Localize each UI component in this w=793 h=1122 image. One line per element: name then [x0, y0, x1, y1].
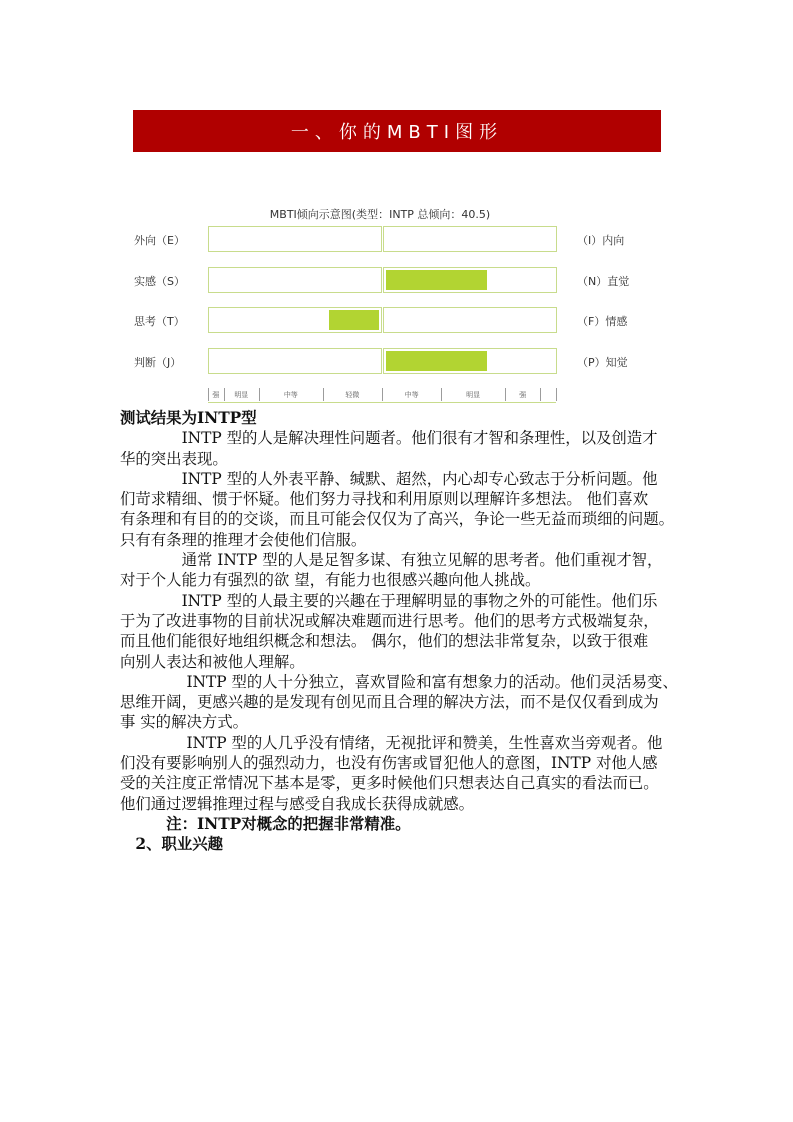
preference-bar [386, 270, 487, 290]
banner-title: 一、你的MBTI图形 [290, 122, 504, 143]
text-line: 受的关注度正常情况下基本是零，更多时候他们只想表达自己真实的看法而已。 [120, 774, 659, 793]
left-label: 思考（T） [134, 315, 185, 328]
scale-tick [382, 388, 383, 401]
scale-tick [505, 388, 506, 401]
left-label: 外向（E） [134, 234, 185, 247]
text-line: 只有有条理的推理才会使他们信服。 [120, 530, 367, 549]
text-line: INTP 型的人是解决理性问题者。他们很有才智和条理性，以及创造才 [120, 429, 658, 448]
text-line: 们没有要影响别人的强烈动力，也没有伤害或冒犯他人的意图，INTP 对他人感 [120, 754, 658, 773]
scale-tick [556, 388, 557, 401]
result-heading: 测试结果为INTP型 [120, 409, 257, 427]
scale-label: 强 [519, 391, 527, 399]
text-line: 华的突出表现。 [120, 449, 228, 468]
right-track [383, 226, 557, 252]
right-label: （F）情感 [577, 315, 628, 328]
chart-row [110, 267, 650, 293]
paragraph [120, 672, 680, 733]
text-line: 他们通过逻辑推理过程与感受自我成长获得成就感。 [120, 794, 474, 813]
scale-label: 明显 [466, 391, 481, 399]
preference-bar [329, 310, 379, 330]
scale-label: 中等 [404, 391, 419, 399]
right-track [383, 348, 557, 374]
chart-title: MBTI倾向示意图(类型：INTP 总倾向：40.5) [269, 208, 491, 221]
left-track [208, 348, 382, 374]
text-line: 思维开阔，更感兴趣的是发现有创见而且合理的解决方法，而不是仅仅看到成为 [120, 693, 659, 712]
note: 注：INTP对概念的把握非常精准。 [120, 814, 411, 833]
paragraph [120, 469, 680, 550]
preference-bar [386, 351, 487, 371]
text-line: INTP 型的人最主要的兴趣在于理解明显的事物之外的可能性。他们乐 [120, 591, 658, 610]
left-track [208, 307, 382, 333]
right-track [383, 267, 557, 293]
scale-label: 强 [212, 391, 220, 399]
chart-scale [208, 388, 556, 403]
scale-label: 明显 [234, 391, 249, 399]
left-label: 判断（J） [134, 355, 182, 369]
text-line: INTP 型的人几乎没有情绪，无视批评和赞美，生性喜欢当旁观者。他 [120, 733, 663, 752]
text-line: 通常 INTP 型的人是足智多谋、有独立见解的思考者。他们重视才智， [120, 551, 663, 570]
text-line: INTP 型的人外表平静、缄默、超然，内心却专心致志于分析问题。他 [120, 469, 658, 488]
right-label: （P）知觉 [577, 355, 628, 369]
right-track [383, 307, 557, 333]
scale-tick [259, 388, 260, 401]
section-banner [133, 110, 661, 152]
section-heading: 2、职业兴趣 [120, 835, 224, 854]
text-line: 于为了改进事物的目前状况或解决难题而进行思考。他们的思考方式极端复杂， [120, 611, 659, 630]
text-line: 们苛求精细、惯于怀疑。他们努力寻找和利用原则以理解许多想法。 他们喜欢 [120, 490, 649, 509]
document-body [120, 408, 680, 855]
text-line: 对于个人能力有强烈的欲 望，有能力也很感兴趣向他人挑战。 [120, 571, 541, 590]
paragraph [120, 428, 680, 469]
text-line: 而且他们能很好地组织概念和想法。 偶尔，他们的想法非常复杂，以致于很难 [120, 632, 649, 651]
scale-label: 轻微 [345, 391, 360, 399]
chart-row [110, 348, 650, 374]
text-line: 有条理和有目的的交谈，而且可能会仅仅为了高兴，争论一些无益而琐细的问题。 [120, 510, 675, 529]
scale-tick [208, 388, 209, 401]
text-line: 事 实的解决方式。 [120, 713, 249, 732]
text-line: INTP 型的人十分独立，喜欢冒险和富有想象力的活动。他们灵活易变、 [120, 672, 678, 691]
paragraph [120, 733, 680, 814]
paragraph [120, 591, 680, 672]
scale-tick [224, 388, 225, 401]
paragraph [120, 550, 680, 591]
scale-tick [441, 388, 442, 401]
chart-row [110, 226, 650, 252]
scale-tick [323, 388, 324, 401]
right-label: （I）内向 [577, 234, 625, 247]
scale-tick [540, 388, 541, 401]
chart-row [110, 307, 650, 333]
right-label: （N）直觉 [577, 274, 630, 288]
left-label: 实感（S） [134, 274, 185, 288]
scale-label: 中等 [283, 391, 298, 399]
mbti-chart [110, 200, 650, 405]
text-line: 向别人表达和被他人理解。 [120, 652, 305, 671]
left-track [208, 267, 382, 293]
left-track [208, 226, 382, 252]
